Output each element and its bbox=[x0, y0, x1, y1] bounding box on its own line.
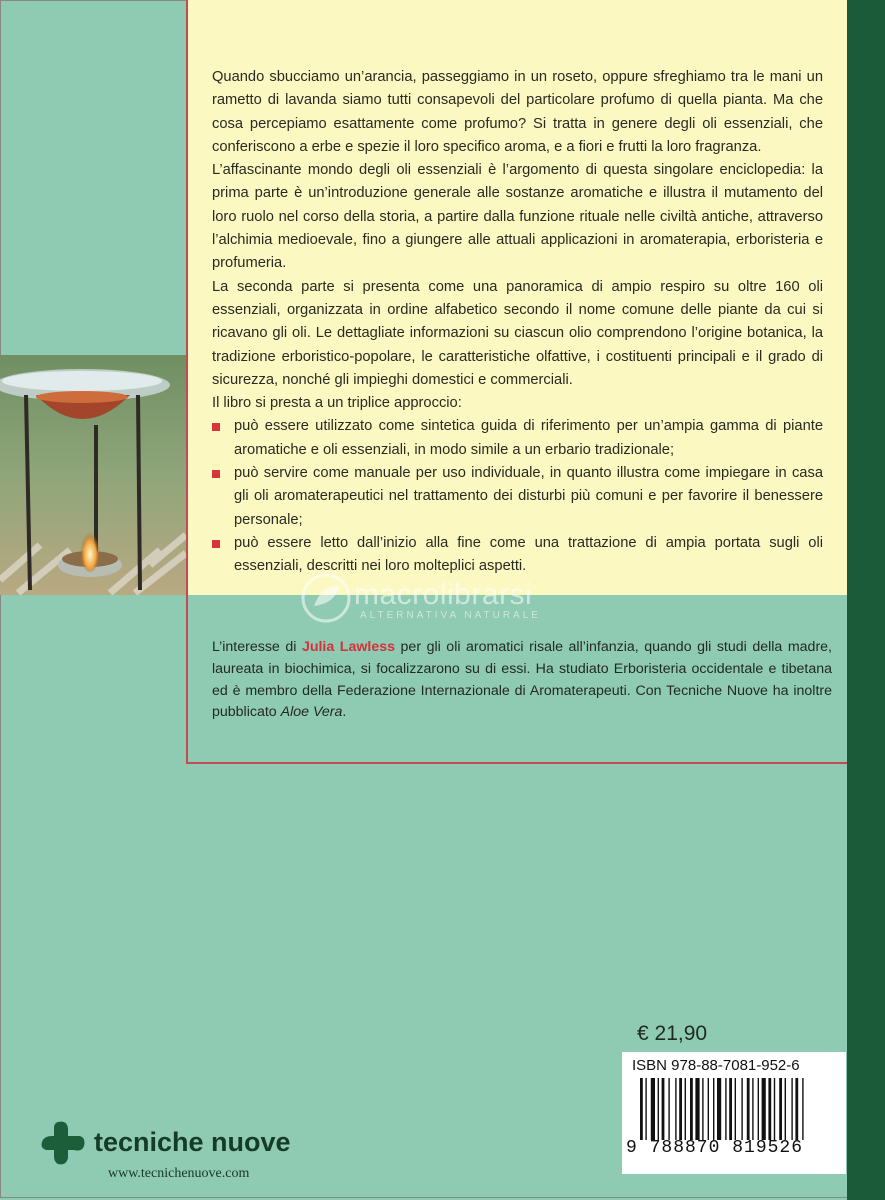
description-paragraph: Il libro si presta a un triplice approccio: bbox=[212, 395, 462, 412]
author-bio bbox=[212, 637, 832, 724]
bullet-text: può essere utilizzato come sintetica guida di riferimento per un’ampia gamma di piante aromatiche e oli essenziali, in modo simile a un erbario tradizionale; bbox=[234, 418, 823, 458]
price: € 21,90 bbox=[637, 1022, 708, 1045]
author-intro: L’interesse di bbox=[212, 639, 302, 655]
author-name: Julia Lawless bbox=[301, 639, 396, 655]
isbn-label: ISBN 978-88-7081-952-6 bbox=[632, 1057, 800, 1074]
barcode-digits: 9 788870 819526 bbox=[626, 1138, 804, 1158]
bullet-text: può essere letto dall’inizio alla fine come una trattazione di ampia portata sugli oli essenziali, descritti nei loro molteplici aspetti. bbox=[234, 534, 823, 575]
description-paragraph: La seconda parte si presenta come una panoramica di ampio respiro su oltre 160 oli essenziali, organizzata in ordine alfabetico secondo il nome comune delle piante da cui si ricavano gli oli. Le dettagliate informazioni su ciascun olio comprendono l’origine botanica, la tradizione erboristico-popolare, le caratteristiche olfattive, i costituenti principali e il grado di sicurezza, nonché gli impieghi domestici e commerciali. bbox=[212, 278, 823, 388]
description-paragraph: L’affascinante mondo degli oli essenziali è l’argomento di questa singolare enciclopedia: la prima parte è un’introduzione generale alle sostanze aromatiche e illustra il mutamento del loro ruolo nel corso della storia, a partire dalla funzione rituale nelle civiltà antiche, attraverso l’alchimia medioevale, fino a giungere alle attuali applicazioni in aromaterapia, erboristeria e profumeria. bbox=[212, 162, 823, 272]
watermark-name: macrolibrarsi bbox=[354, 578, 533, 611]
bullet-text: può servire come manuale per uso individuale, in quanto illustra come impiegare in casa gli oli aromaterapeutici nel trattamento dei disturbi più comuni e per favorire il benessere personale; bbox=[234, 465, 823, 528]
macrolibrarsi-watermark bbox=[300, 572, 620, 624]
publisher-url[interactable]: www.tecnichenuove.com bbox=[108, 1166, 250, 1181]
bullet-square-icon bbox=[212, 423, 220, 431]
oil-burner-photo bbox=[0, 355, 186, 595]
book-spine bbox=[847, 0, 885, 1200]
bullet-item bbox=[212, 462, 823, 532]
author-end: . bbox=[342, 704, 347, 721]
red-divider-horizontal bbox=[186, 762, 847, 764]
tecniche-nuove-logo-icon bbox=[38, 1118, 88, 1168]
author-text: per gli oli aromatici risale all’infanzia, quando gli studi della madre, laureata in biochimica, si focalizzarono su di essi. Ha studiato Erboristeria occidentale e tibetana ed è membro della Federazione Internazionale di Aromaterapeuti. Con Tecniche Nuove ha inoltre pubblicato bbox=[212, 639, 832, 721]
barcode-icon bbox=[640, 1078, 836, 1140]
bullet-item bbox=[212, 415, 823, 462]
bullet-square-icon bbox=[212, 540, 220, 548]
book-description bbox=[212, 66, 823, 579]
publisher-name: tecniche nuove bbox=[94, 1127, 291, 1157]
leaf-logo-icon bbox=[300, 572, 352, 624]
description-paragraph: Quando sbucciamo un’arancia, passeggiamo in un roseto, oppure sfreghiamo tra le mani un rametto di lavanda siamo tutti consapevoli del particolare profumo di quella pianta. Ma che cosa percepiamo esattamente come profumo? Si tratta in genere degli oli essenziali, che conferiscono a erbe e spezie il loro specifico aroma, e a fiori e frutti la loro fragranza. bbox=[212, 69, 823, 155]
red-divider-vertical bbox=[186, 0, 188, 764]
watermark-tagline: ALTERNATIVA NATURALE bbox=[360, 610, 541, 621]
bullet-square-icon bbox=[212, 470, 220, 478]
other-book-title: Aloe Vera bbox=[280, 704, 343, 721]
